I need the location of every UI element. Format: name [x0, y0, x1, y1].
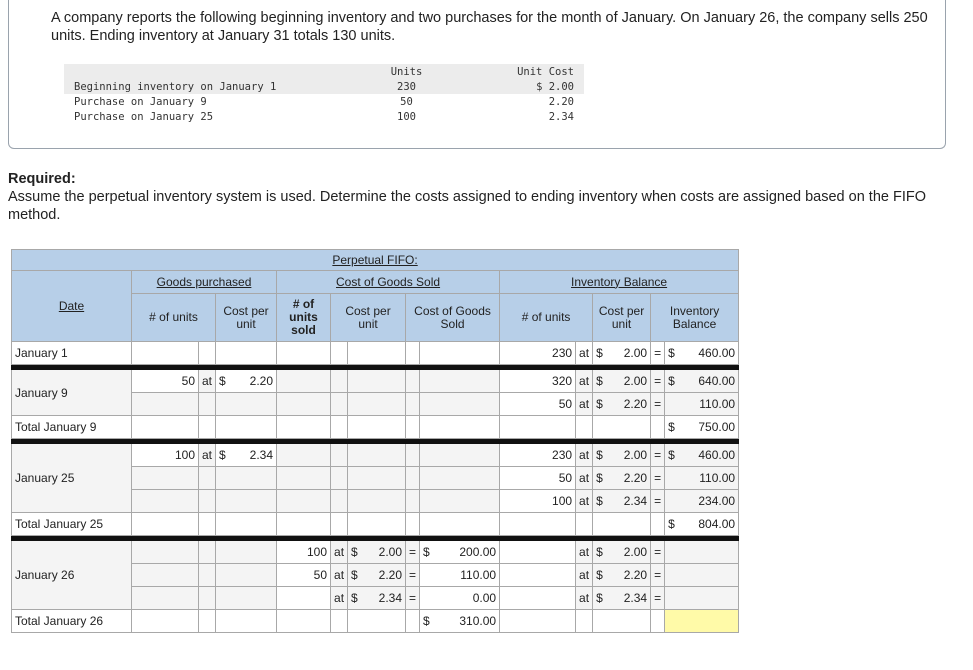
given-cost: 2.20 — [548, 95, 574, 108]
ending-inventory-input[interactable] — [665, 610, 739, 633]
purchased-units-header: # of units — [132, 294, 216, 342]
total-cogs-cell[interactable]: $ 310.00 — [420, 610, 500, 633]
unit-cost-header: Unit Cost — [479, 64, 584, 79]
cogs-header: Cost of Goods Sold — [406, 294, 500, 342]
table-row: January 25 100 at $ 2.34 230 at $ 2.00 = $ 460.00 — [12, 444, 739, 467]
row-label: Total January 26 — [12, 610, 132, 633]
problem-text: A company reports the following beginning inventory and two purchases for the month of January. On January 26, the company sells 250 units. Ending inventory at January 31 totals 130 units. — [51, 10, 928, 44]
perpetual-fifo-table — [11, 249, 739, 633]
row-label: January 9 — [12, 370, 132, 416]
balance-total-cell[interactable] — [665, 564, 739, 587]
balance-total-cell[interactable]: $ 640.00 — [665, 370, 739, 393]
purchased-units-cell[interactable]: 100 — [132, 444, 199, 467]
cogs-cell[interactable]: 110.00 — [420, 564, 500, 587]
balance-total-cell[interactable] — [665, 541, 739, 564]
balance-units-cell[interactable]: 50 — [500, 393, 576, 416]
balance-units-cell[interactable]: 100 — [500, 490, 576, 513]
total-balance-cell[interactable]: $ 804.00 — [665, 513, 739, 536]
required-title: Required: — [8, 171, 76, 187]
row-label: January 25 — [12, 444, 132, 513]
balance-units-header: # of units — [500, 294, 593, 342]
table-row — [12, 513, 739, 536]
given-units: 50 — [400, 95, 413, 108]
cogs-cost-cell[interactable]: $ 2.20 — [348, 564, 406, 587]
table-title: Perpetual FIFO: — [12, 250, 739, 271]
balance-total-cell[interactable] — [665, 587, 739, 610]
balance-units-cell[interactable] — [500, 564, 576, 587]
balance-cost-cell[interactable]: $ 2.20 — [593, 393, 651, 416]
balance-cost-cell[interactable]: $ 2.00 — [593, 541, 651, 564]
cogs-cell[interactable]: 0.00 — [420, 587, 500, 610]
balance-cost-cell[interactable]: $ 2.20 — [593, 467, 651, 490]
balance-cost-header: Cost per unit — [593, 294, 651, 342]
goods-purchased-header: Goods purchased — [132, 271, 277, 294]
given-units: 100 — [397, 110, 416, 123]
problem-box — [8, 0, 946, 149]
table-row — [12, 416, 739, 439]
balance-units-cell[interactable]: 230 — [500, 444, 576, 467]
table-row: January 9 50 at $ 2.20 320 at $ 2.00 = $ 640.00 — [12, 370, 739, 393]
required-text: Assume the perpetual inventory system is used. Determine the costs assigned to ending inventory when costs are assigned based on the FIFO method. — [8, 189, 927, 223]
purchased-cost-cell[interactable]: $ 2.34 — [216, 444, 277, 467]
table-row: 50 at $ 2.20 = 110.00 — [12, 393, 739, 416]
given-label: Beginning inventory on January 1 — [64, 79, 364, 94]
balance-units-cell[interactable] — [500, 587, 576, 610]
total-balance-cell[interactable]: $ 750.00 — [665, 416, 739, 439]
purchased-units-cell[interactable]: 50 — [132, 370, 199, 393]
row-label: January 26 — [12, 541, 132, 610]
balance-cost-cell[interactable]: $ 2.34 — [593, 490, 651, 513]
given-cost: 2.34 — [548, 110, 574, 123]
balance-total-cell[interactable]: 234.00 — [665, 490, 739, 513]
cogs-cell[interactable]: $ 200.00 — [420, 541, 500, 564]
given-cost: $ 2.00 — [479, 79, 584, 94]
units-sold-cell[interactable]: 100 — [277, 541, 331, 564]
table-row: 50 at $ 2.20 = 110.00 — [12, 467, 739, 490]
balance-units-cell[interactable] — [500, 541, 576, 564]
cogs-cost-cell[interactable]: $ 2.34 — [348, 587, 406, 610]
given-data-table — [64, 64, 584, 124]
given-label: Purchase on January 9 — [74, 95, 207, 108]
balance-cost-cell[interactable]: $ 2.34 — [593, 587, 651, 610]
units-sold-header: # of units sold — [277, 294, 331, 342]
balance-total-cell[interactable]: $ 460.00 — [665, 342, 739, 365]
balance-cost-cell[interactable]: $ 2.00 — [593, 370, 651, 393]
inventory-balance-header: Inventory Balance — [500, 271, 739, 294]
units-sold-cell[interactable]: 50 — [277, 564, 331, 587]
cost-of-goods-sold-header: Cost of Goods Sold — [277, 271, 500, 294]
purchased-cost-header: Cost per unit — [216, 294, 277, 342]
balance-units-cell[interactable]: 230 — [500, 342, 576, 365]
date-header: Date — [12, 271, 132, 342]
table-row: January 26 100 at $ 2.00 = $ 200.00 at $ 2.00 = — [12, 541, 739, 564]
balance-units-cell[interactable]: 50 — [500, 467, 576, 490]
table-row: 100 at $ 2.34 = 234.00 — [12, 490, 739, 513]
balance-cost-cell[interactable]: $ 2.00 — [593, 444, 651, 467]
balance-total-cell[interactable]: 110.00 — [665, 467, 739, 490]
cogs-cost-cell[interactable]: $ 2.00 — [348, 541, 406, 564]
balance-total-cell[interactable]: 110.00 — [665, 393, 739, 416]
table-row: January 1 230 at $ 2.00 = $ 460.00 — [12, 342, 739, 365]
balance-cost-cell[interactable]: $ 2.20 — [593, 564, 651, 587]
table-row: at $ 2.34 = 0.00 at $ 2.34 = — [12, 587, 739, 610]
row-label: Total January 9 — [12, 416, 132, 439]
units-sold-cell[interactable] — [277, 587, 331, 610]
row-label: Total January 25 — [12, 513, 132, 536]
cogs-cost-header: Cost per unit — [331, 294, 406, 342]
table-row: 50 at $ 2.20 = 110.00 at $ 2.20 = — [12, 564, 739, 587]
balance-cost-cell[interactable]: $ 2.00 — [593, 342, 651, 365]
given-units: 230 — [364, 79, 449, 94]
table-row — [12, 610, 739, 633]
balance-total-cell[interactable]: $ 460.00 — [665, 444, 739, 467]
given-label: Purchase on January 25 — [74, 110, 214, 123]
units-header: Units — [364, 64, 449, 79]
purchased-cost-cell[interactable]: $ 2.20 — [216, 370, 277, 393]
inventory-balance-col-header: Inventory Balance — [651, 294, 739, 342]
balance-units-cell[interactable]: 320 — [500, 370, 576, 393]
row-label: January 1 — [12, 342, 132, 365]
